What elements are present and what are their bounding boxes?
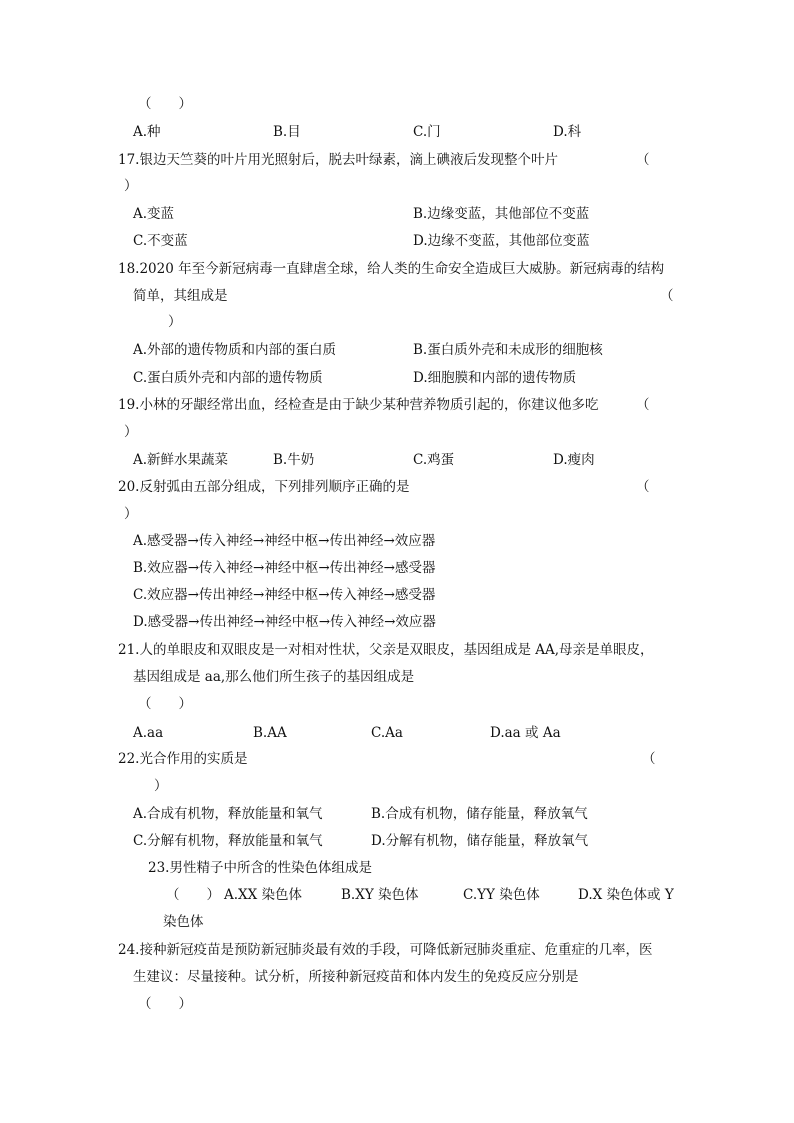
q17-paren-close: ） [124, 178, 138, 194]
q21-answer-paren: （ ） [138, 696, 192, 712]
q16-option-b: B.目 [273, 124, 301, 140]
q20-stem: 20.反射弧由五部分组成，下列排列顺序正确的是 [118, 479, 410, 495]
q21-stem-line2: 基因组成是 aa,那么他们所生孩子的基因组成是 [133, 669, 415, 685]
q18-stem-line1: 18.2020 年至今新冠病毒一直肆虐全球，给人类的生命安全造成巨大威胁。新冠病毒的结构 [118, 261, 665, 277]
q24-stem-line1: 24.接种新冠疫苗是预防新冠肺炎最有效的手段，可降低新冠肺炎重症、危重症的几率，医 [118, 942, 653, 958]
q16-option-c: C.门 [413, 124, 441, 140]
q22-option-d: D.分解有机物，储存能量，释放氧气 [371, 833, 589, 849]
q23-option-d: D.X 染色体或 Y [578, 887, 674, 903]
q18-paren-open: （ [660, 288, 674, 304]
q17-stem: 17.银边天竺葵的叶片用光照射后，脱去叶绿素，滴上碘液后发现整个叶片 [118, 152, 558, 168]
q20-paren-open: （ [636, 479, 650, 495]
q19-stem: 19.小林的牙龈经常出血，经检查是由于缺少某种营养物质引起的，你建议他多吃 [118, 397, 599, 413]
q18-paren-close: ） [168, 314, 182, 330]
q19-option-b: B.牛奶 [273, 452, 315, 468]
q18-stem-line2: 简单，其组成是 [133, 288, 228, 304]
q20-option-d: D.感受器→传出神经→神经中枢→传入神经→效应器 [133, 614, 436, 630]
q23-option-c: C.YY 染色体 [463, 887, 540, 903]
q23-option-b: B.XY 染色体 [341, 887, 419, 903]
q21-option-a: A.aa [133, 725, 164, 741]
q23-option-a: A.XX 染色体 [224, 887, 303, 903]
q20-option-c: C.效应器→传出神经→神经中枢→传入神经→感受器 [133, 587, 436, 603]
q17-option-b: B.边缘变蓝，其他部位不变蓝 [413, 206, 590, 222]
q23-answer-paren: （ ） [166, 887, 220, 903]
q17-paren-open: （ [636, 152, 650, 168]
q22-option-a: A.合成有机物，释放能量和氧气 [133, 806, 323, 822]
q18-option-b: B.蛋白质外壳和未成形的细胞核 [413, 342, 603, 358]
q17-option-d: D.边缘不变蓝，其他部位变蓝 [413, 233, 590, 249]
q16-answer-paren: （ ） [138, 96, 192, 112]
q21-stem-line1: 21.人的单眼皮和双眼皮是一对相对性状，父亲是双眼皮，基因组成是 AA,母亲是单眼皮， [118, 642, 654, 658]
q20-option-b: B.效应器→传入神经→神经中枢→传出神经→感受器 [133, 560, 436, 576]
q23-option-d-wrap: 染色体 [163, 914, 204, 930]
q21-option-b: B.AA [253, 725, 287, 741]
q23-stem: 23.男性精子中所含的性染色体组成是 [148, 860, 372, 876]
q20-paren-close: ） [124, 506, 138, 522]
q19-option-d: D.瘦肉 [553, 452, 595, 468]
q21-option-d: D.aa 或 Aa [490, 725, 561, 741]
q22-option-b: B.合成有机物，储存能量，释放氧气 [371, 806, 588, 822]
q22-paren-open: （ [642, 751, 656, 767]
q21-option-c: C.Aa [371, 725, 403, 741]
q24-stem-line2: 生建议：尽量接种。试分析，所接种新冠疫苗和体内发生的免疫反应分别是 [133, 969, 579, 985]
q19-paren-close: ） [124, 424, 138, 440]
q16-option-d: D.科 [553, 124, 582, 140]
q20-option-a: A.感受器→传入神经→神经中枢→传出神经→效应器 [133, 533, 436, 549]
q18-option-d: D.细胞膜和内部的遗传物质 [413, 370, 577, 386]
q17-option-c: C.不变蓝 [133, 233, 188, 249]
q22-stem: 22.光合作用的实质是 [118, 751, 248, 767]
q22-option-c: C.分解有机物，释放能量和氧气 [133, 833, 323, 849]
q24-answer-paren: （ ） [138, 996, 192, 1012]
q18-option-a: A.外部的遗传物质和内部的蛋白质 [133, 342, 337, 358]
q19-option-a: A.新鲜水果蔬菜 [133, 452, 229, 468]
q16-option-a: A.种 [133, 124, 161, 140]
q18-option-c: C.蛋白质外壳和内部的遗传物质 [133, 370, 323, 386]
q17-option-a: A.变蓝 [133, 206, 175, 222]
q19-paren-open: （ [636, 397, 650, 413]
q19-option-c: C.鸡蛋 [413, 452, 455, 468]
q22-paren-close: ） [154, 778, 168, 794]
